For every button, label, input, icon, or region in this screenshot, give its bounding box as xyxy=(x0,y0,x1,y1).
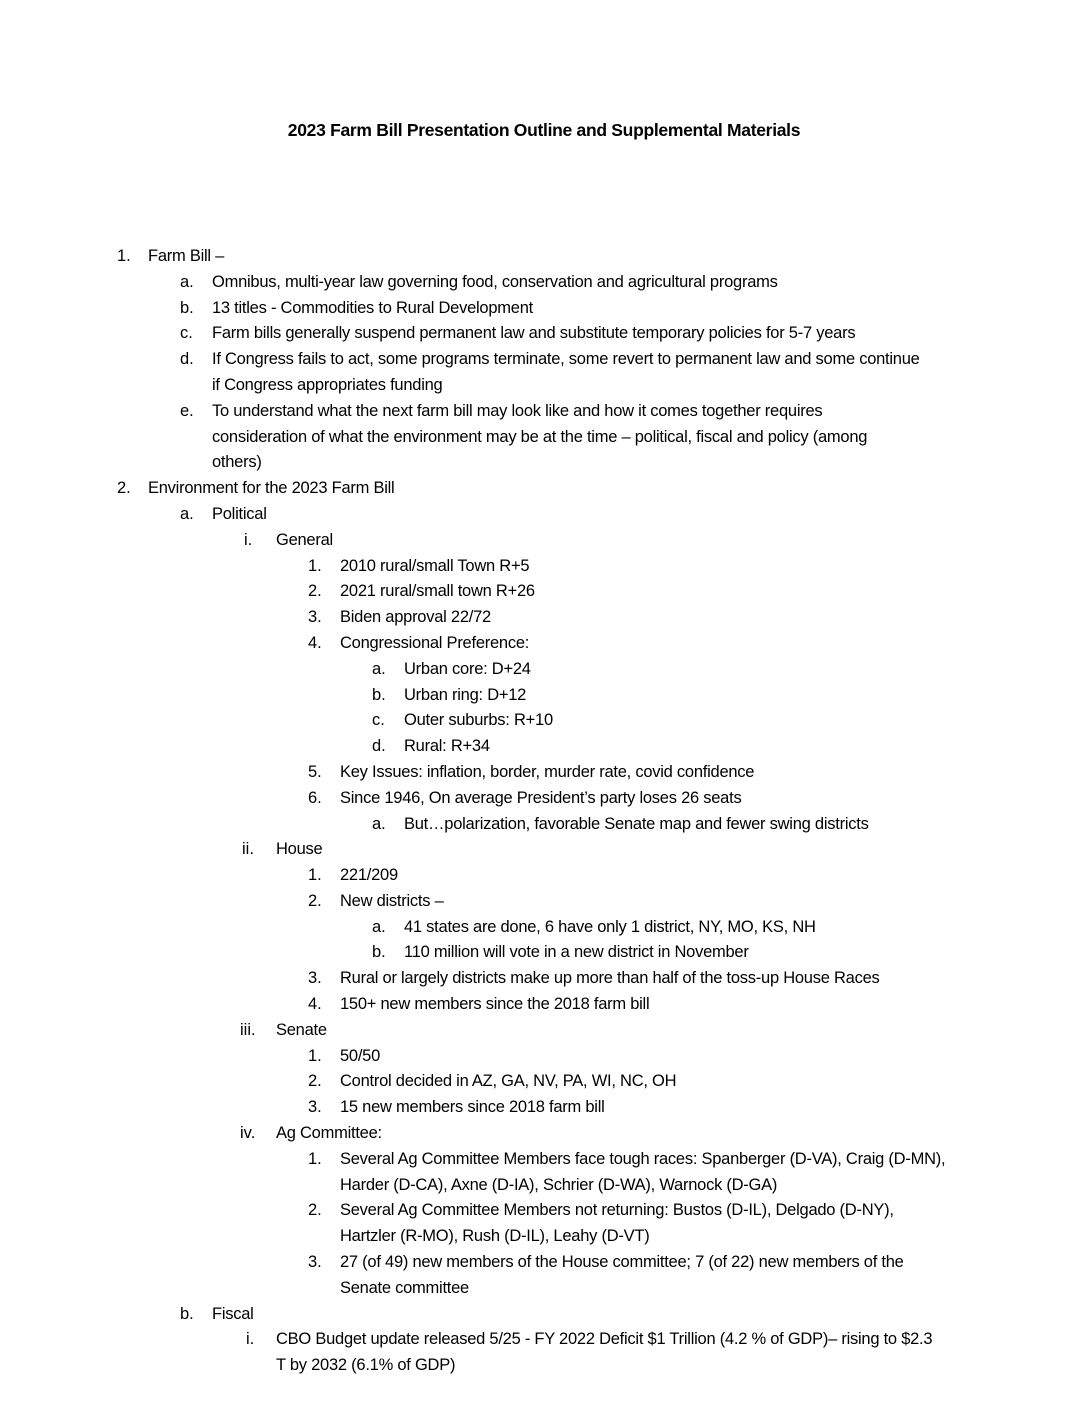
list-marker: 2. xyxy=(117,479,131,497)
list-marker: 3. xyxy=(308,608,322,626)
list-item: Senate xyxy=(276,1021,327,1039)
list-item-continuation: Harder (D-CA), Axne (D-IA), Schrier (D-WA), Warnock (D-GA) xyxy=(340,1176,778,1194)
list-marker: b. xyxy=(372,943,386,961)
list-marker: a. xyxy=(372,815,386,833)
list-marker: iv. xyxy=(240,1124,256,1142)
document-title: 2023 Farm Bill Presentation Outline and Supplemental Materials xyxy=(287,120,801,140)
list-item-continuation: T by 2032 (6.1% of GDP) xyxy=(276,1356,456,1374)
list-marker: c. xyxy=(372,711,385,729)
list-item: Biden approval 22/72 xyxy=(340,608,491,626)
list-marker: 1. xyxy=(308,866,322,884)
list-marker: ii. xyxy=(242,840,254,858)
list-item: Rural: R+34 xyxy=(404,737,490,755)
list-item: CBO Budget update released 5/25 - FY 2022 Deficit $1 Trillion (4.2 % of GDP)– rising to $2.3 xyxy=(276,1330,933,1348)
list-item: General xyxy=(276,531,333,549)
list-item: Several Ag Committee Members face tough races: Spanberger (D-VA), Craig (D-MN), xyxy=(340,1150,946,1168)
list-item: 15 new members since 2018 farm bill xyxy=(340,1098,605,1116)
list-marker: 5. xyxy=(308,763,322,781)
list-item: 2010 rural/small Town R+5 xyxy=(340,557,530,575)
list-item-continuation: consideration of what the environment may be at the time – political, fiscal and policy (among xyxy=(212,428,868,446)
list-marker: i. xyxy=(244,531,253,549)
list-item: 150+ new members since the 2018 farm bill xyxy=(340,995,650,1013)
list-item: Urban ring: D+12 xyxy=(404,686,527,704)
list-item-continuation: Hartzler (R-MO), Rush (D-IL), Leahy (D-VT) xyxy=(340,1227,650,1245)
list-item: Farm Bill – xyxy=(148,247,225,265)
list-item: 41 states are done, 6 have only 1 district, NY, MO, KS, NH xyxy=(404,918,816,936)
list-item: Ag Committee: xyxy=(276,1124,382,1142)
list-marker: 1. xyxy=(308,557,322,575)
list-marker: 6. xyxy=(308,789,322,807)
list-marker: iii. xyxy=(240,1021,256,1039)
list-marker: c. xyxy=(180,324,193,342)
list-item: Political xyxy=(212,505,267,523)
list-item: House xyxy=(276,840,323,858)
list-item: Congressional Preference: xyxy=(340,634,530,652)
list-item: Environment for the 2023 Farm Bill xyxy=(148,479,395,497)
list-marker: d. xyxy=(372,737,386,755)
list-item: 110 million will vote in a new district in November xyxy=(404,943,749,961)
list-marker: 1. xyxy=(308,1150,322,1168)
list-marker: d. xyxy=(180,350,194,368)
list-item: Rural or largely districts make up more than half of the toss-up House Races xyxy=(340,969,880,987)
list-marker: a. xyxy=(180,505,194,523)
list-marker: 3. xyxy=(308,1253,322,1271)
list-marker: 4. xyxy=(308,634,322,652)
list-marker: 1. xyxy=(117,247,131,265)
list-item: Outer suburbs: R+10 xyxy=(404,711,553,729)
list-marker: a. xyxy=(180,273,194,291)
list-item: Control decided in AZ, GA, NV, PA, WI, NC, OH xyxy=(340,1072,677,1090)
list-marker: a. xyxy=(372,660,386,678)
list-marker: 4. xyxy=(308,995,322,1013)
list-item: 50/50 xyxy=(340,1047,381,1065)
list-item: If Congress fails to act, some programs terminate, some revert to permanent law and some continue xyxy=(212,350,920,368)
list-item-continuation: if Congress appropriates funding xyxy=(212,376,443,394)
list-item: 27 (of 49) new members of the House committee; 7 (of 22) new members of the xyxy=(340,1253,904,1271)
list-item-continuation: others) xyxy=(212,453,262,471)
list-item: Key Issues: inflation, border, murder rate, covid confidence xyxy=(340,763,755,781)
list-marker: b. xyxy=(180,299,194,317)
list-item: Since 1946, On average President’s party loses 26 seats xyxy=(340,789,742,807)
list-item: But…polarization, favorable Senate map and fewer swing districts xyxy=(404,815,869,833)
list-marker: 2. xyxy=(308,1201,322,1219)
list-marker: 3. xyxy=(308,969,322,987)
list-marker: e. xyxy=(180,402,194,420)
list-marker: 1. xyxy=(308,1047,322,1065)
list-marker: a. xyxy=(372,918,386,936)
list-marker: 2. xyxy=(308,582,322,600)
list-item: To understand what the next farm bill may look like and how it comes together requires xyxy=(212,402,823,420)
list-item: 13 titles - Commodities to Rural Development xyxy=(212,299,533,317)
list-marker: i. xyxy=(246,1330,255,1348)
list-marker: 2. xyxy=(308,1072,322,1090)
list-marker: 2. xyxy=(308,892,322,910)
list-item: Several Ag Committee Members not returning: Bustos (D-IL), Delgado (D-NY), xyxy=(340,1201,894,1219)
list-item: Omnibus, multi-year law governing food, conservation and agricultural programs xyxy=(212,273,778,291)
list-item: 2021 rural/small town R+26 xyxy=(340,582,535,600)
list-marker: b. xyxy=(180,1305,194,1323)
list-marker: 3. xyxy=(308,1098,322,1116)
list-item: New districts – xyxy=(340,892,444,910)
list-item: Urban core: D+24 xyxy=(404,660,531,678)
list-item: Farm bills generally suspend permanent law and substitute temporary policies for 5-7 years xyxy=(212,324,856,342)
list-item-continuation: Senate committee xyxy=(340,1279,469,1297)
list-item: 221/209 xyxy=(340,866,398,884)
list-marker: b. xyxy=(372,686,386,704)
list-item: Fiscal xyxy=(212,1305,254,1323)
